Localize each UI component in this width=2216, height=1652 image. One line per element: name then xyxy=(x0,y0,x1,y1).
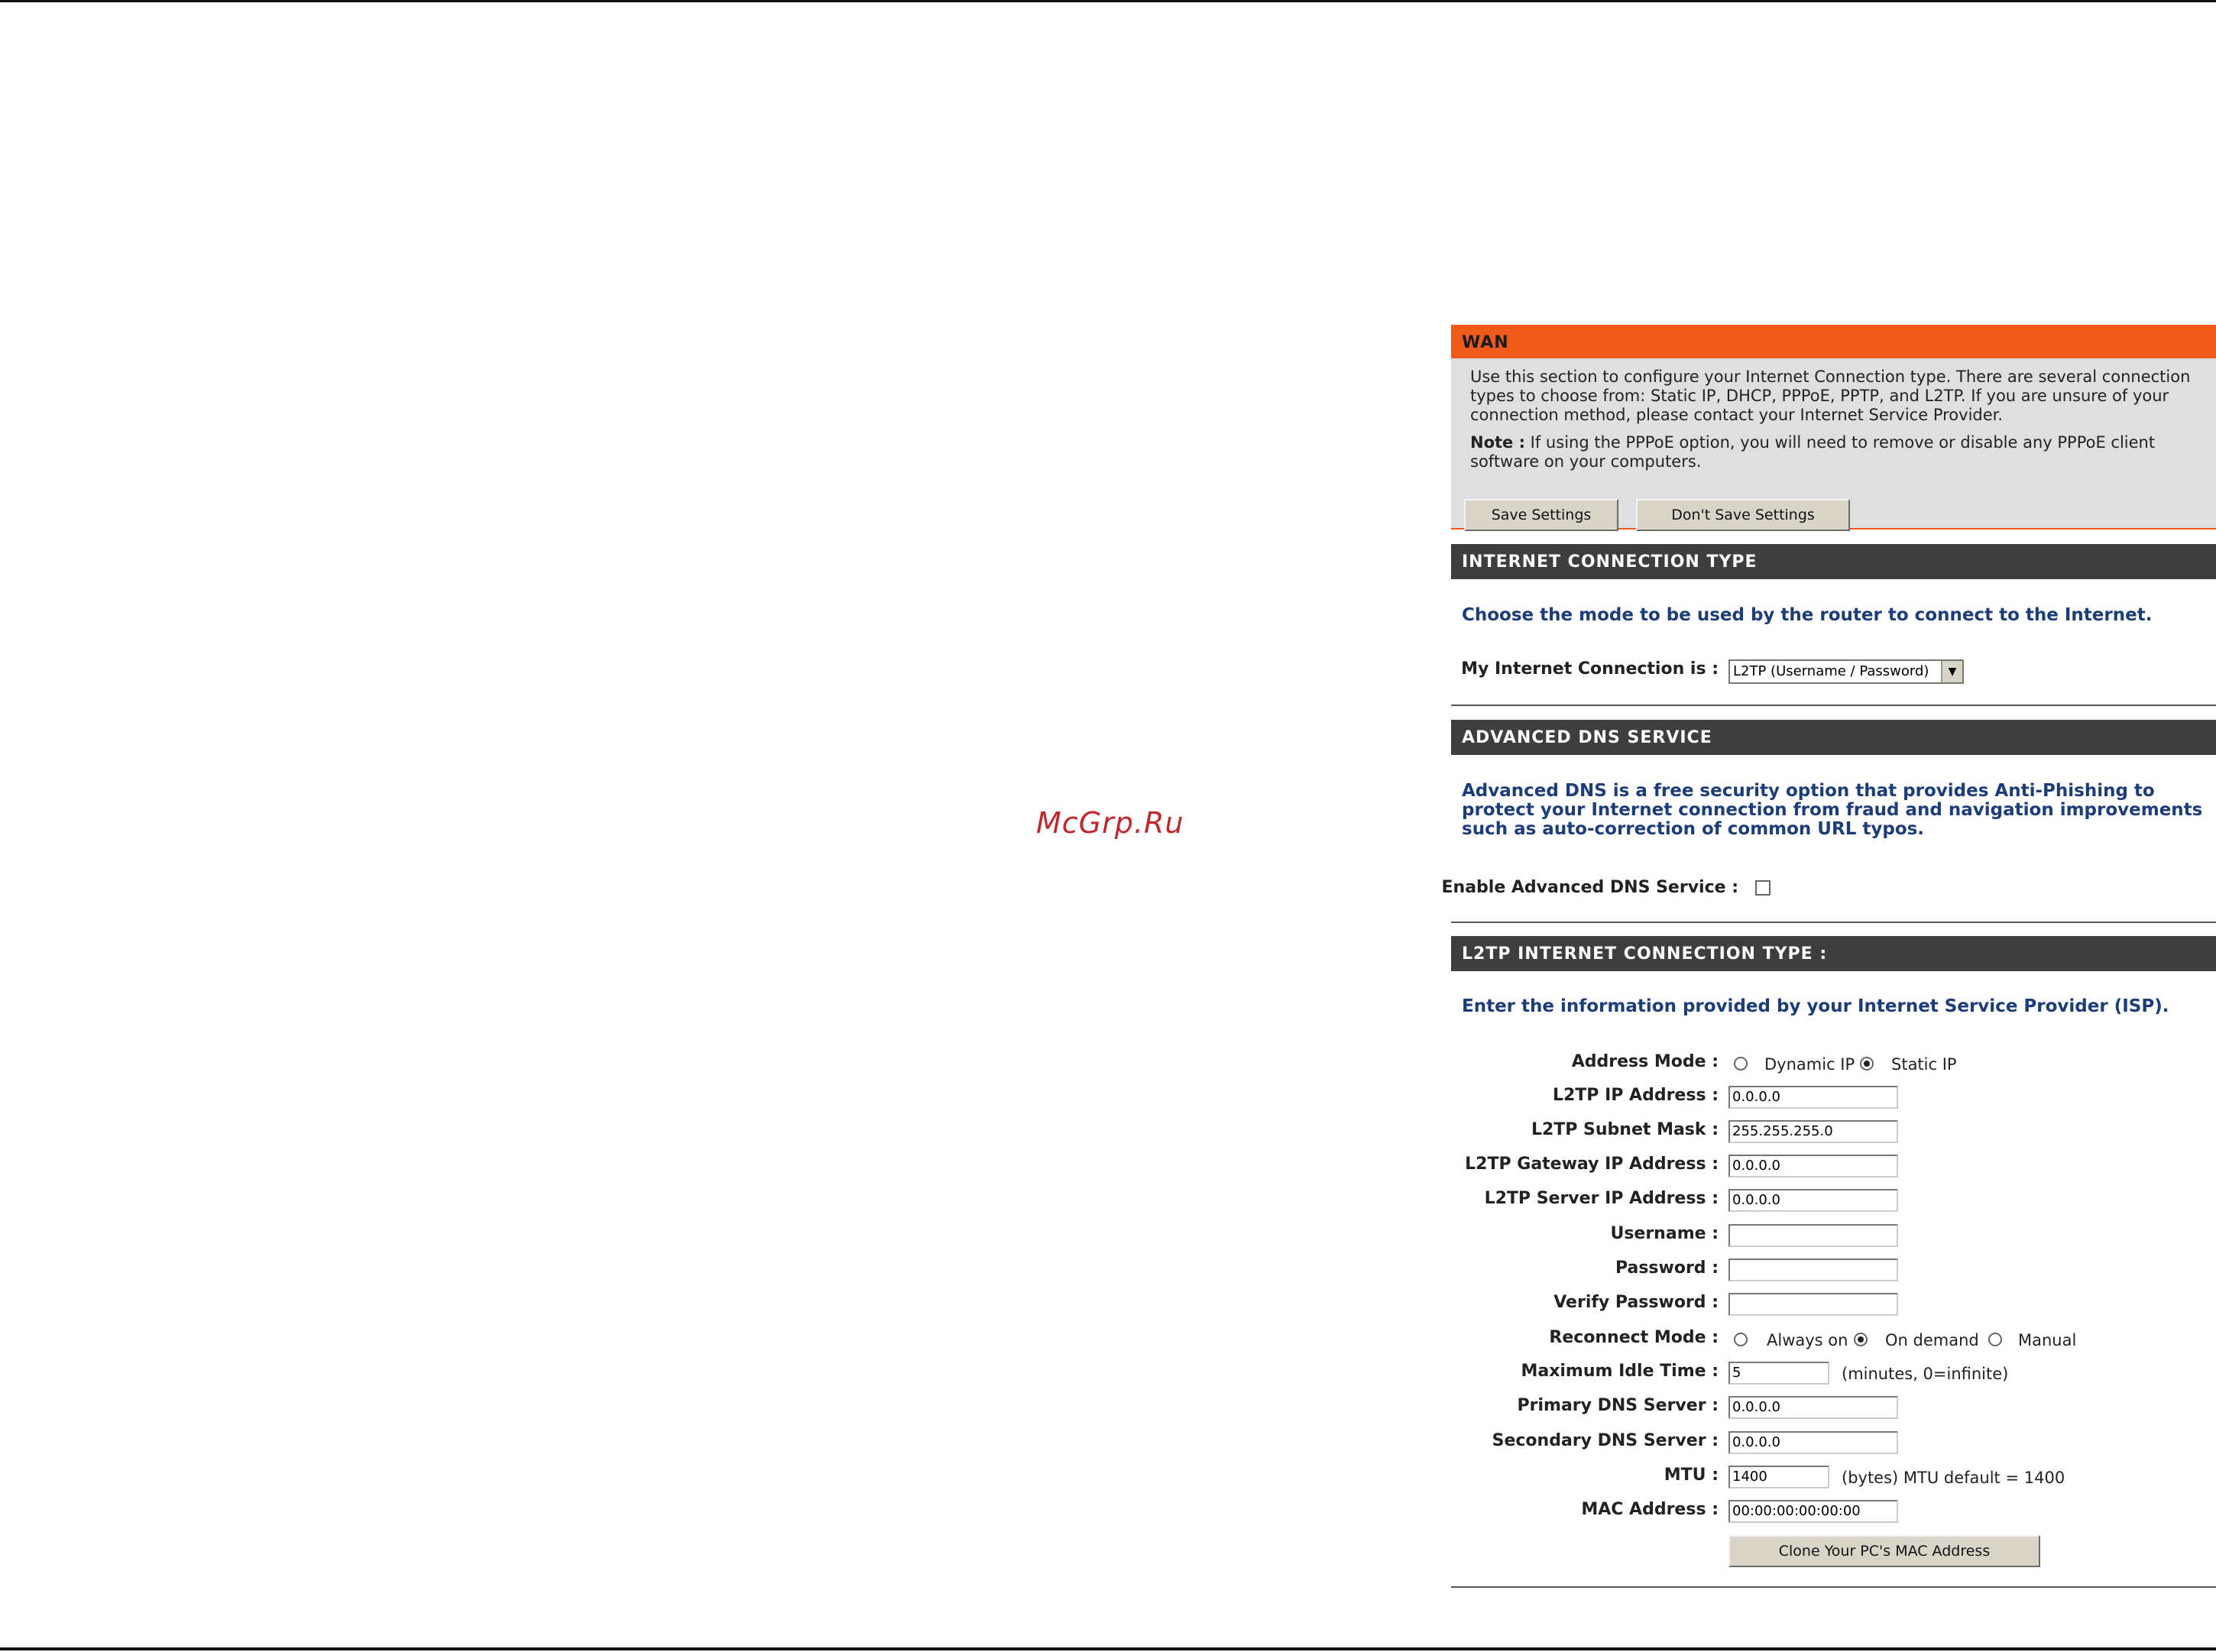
server-ip-label: L2TP Server IP Address : xyxy=(1484,1189,1719,1208)
address-mode-static-radio[interactable] xyxy=(1860,1057,1874,1071)
secondary-dns-input[interactable]: 0.0.0.0 xyxy=(1728,1431,1898,1454)
verify-password-label: Verify Password : xyxy=(1553,1293,1719,1312)
idle-time-unit: (minutes, 0=infinite) xyxy=(1842,1365,2009,1383)
dropdown-arrow-icon[interactable]: ▼ xyxy=(1941,661,1962,682)
server-ip-input[interactable]: 0.0.0.0 xyxy=(1728,1189,1898,1212)
l2tp-ip-label: L2TP IP Address : xyxy=(1552,1086,1719,1105)
dynamic-ip-text: Dynamic IP xyxy=(1764,1055,1855,1074)
on-demand-text: On demand xyxy=(1885,1331,1979,1349)
advanced-dns-description: Advanced DNS is a free security option that provides Anti-Phishing to protect your Internet connection from fraud and navigation improvements such as auto-correction of common URL typos. xyxy=(1462,781,2203,839)
mtu-unit: (bytes) MTU default = 1400 xyxy=(1842,1469,2065,1487)
divider xyxy=(1451,705,2216,706)
address-mode-label: Address Mode : xyxy=(1571,1052,1719,1071)
divider xyxy=(1451,922,2216,923)
gateway-input[interactable]: 0.0.0.0 xyxy=(1728,1155,1898,1177)
internet-connection-type-title: INTERNET CONNECTION TYPE xyxy=(1451,544,2216,579)
idle-time-input[interactable]: 5 xyxy=(1728,1362,1829,1385)
mtu-label: MTU : xyxy=(1664,1466,1719,1485)
bottom-rule xyxy=(0,1647,2216,1650)
save-settings-button[interactable]: Save Settings xyxy=(1464,499,1618,531)
primary-dns-label: Primary DNS Server : xyxy=(1517,1396,1719,1415)
idle-time-label: Maximum Idle Time : xyxy=(1521,1362,1719,1381)
subnet-mask-input[interactable]: 255.255.255.0 xyxy=(1728,1120,1898,1143)
password-input[interactable] xyxy=(1728,1258,1898,1281)
l2tp-title: L2TP INTERNET CONNECTION TYPE : xyxy=(1451,936,2216,971)
reconnect-mode-label: Reconnect Mode : xyxy=(1549,1328,1719,1347)
note-label: Note : xyxy=(1470,433,1525,452)
username-input[interactable] xyxy=(1728,1224,1898,1247)
advanced-dns-title: ADVANCED DNS SERVICE xyxy=(1451,720,2216,755)
primary-dns-input[interactable]: 0.0.0.0 xyxy=(1728,1396,1898,1419)
l2tp-instruction: Enter the information provided by your Internet Service Provider (ISP). xyxy=(1462,996,2169,1016)
l2tp-ip-input[interactable]: 0.0.0.0 xyxy=(1728,1086,1898,1109)
connection-type-label: My Internet Connection is : xyxy=(1461,659,1719,679)
mac-address-label: MAC Address : xyxy=(1581,1500,1719,1519)
wan-title: WAN xyxy=(1451,325,2216,358)
secondary-dns-label: Secondary DNS Server : xyxy=(1492,1431,1719,1450)
reconnect-manual-radio[interactable] xyxy=(1988,1333,2002,1346)
watermark: McGrp.Ru xyxy=(1036,806,1184,840)
reconnect-demand-radio[interactable] xyxy=(1854,1333,1868,1346)
dont-save-settings-button[interactable]: Don't Save Settings xyxy=(1636,499,1850,531)
advanced-dns-label: Enable Advanced DNS Service : xyxy=(1441,878,1738,897)
divider xyxy=(1451,1586,2216,1588)
username-label: Username : xyxy=(1610,1224,1719,1243)
gateway-label: L2TP Gateway IP Address : xyxy=(1465,1155,1719,1174)
address-mode-dynamic-radio[interactable] xyxy=(1734,1057,1748,1071)
wan-note xyxy=(1470,433,2196,471)
verify-password-input[interactable] xyxy=(1728,1293,1898,1316)
mac-address-input[interactable]: 00:00:00:00:00:00 xyxy=(1728,1500,1898,1523)
note-text: If using the PPPoE option, you will need to remove or disable any PPPoE client software on your computers. xyxy=(1470,433,2156,471)
password-label: Password : xyxy=(1615,1258,1719,1278)
subnet-mask-label: L2TP Subnet Mask : xyxy=(1531,1120,1719,1139)
advanced-dns-checkbox[interactable] xyxy=(1755,880,1771,896)
connection-instruction: Choose the mode to be used by the router to connect to the Internet. xyxy=(1462,605,2153,625)
reconnect-always-radio[interactable] xyxy=(1734,1333,1748,1346)
connection-type-select[interactable] xyxy=(1728,659,1964,684)
wan-description: Use this section to configure your Internet Connection type. There are several connection types to choose from: Static IP, DHCP, PPPoE, PPTP, and L2TP. If you are unsure of your connection method, please contact your Internet Service Provider. xyxy=(1470,368,2191,424)
clone-mac-button[interactable]: Clone Your PC's MAC Address xyxy=(1728,1535,2040,1567)
top-rule xyxy=(0,0,2216,2)
mtu-input[interactable]: 1400 xyxy=(1728,1466,1829,1488)
wan-info-box xyxy=(1451,358,2216,530)
static-ip-text: Static IP xyxy=(1891,1055,1957,1074)
connection-type-value: L2TP (Username / Password) xyxy=(1733,663,1929,679)
always-on-text: Always on xyxy=(1767,1331,1848,1349)
manual-text: Manual xyxy=(2018,1331,2077,1349)
